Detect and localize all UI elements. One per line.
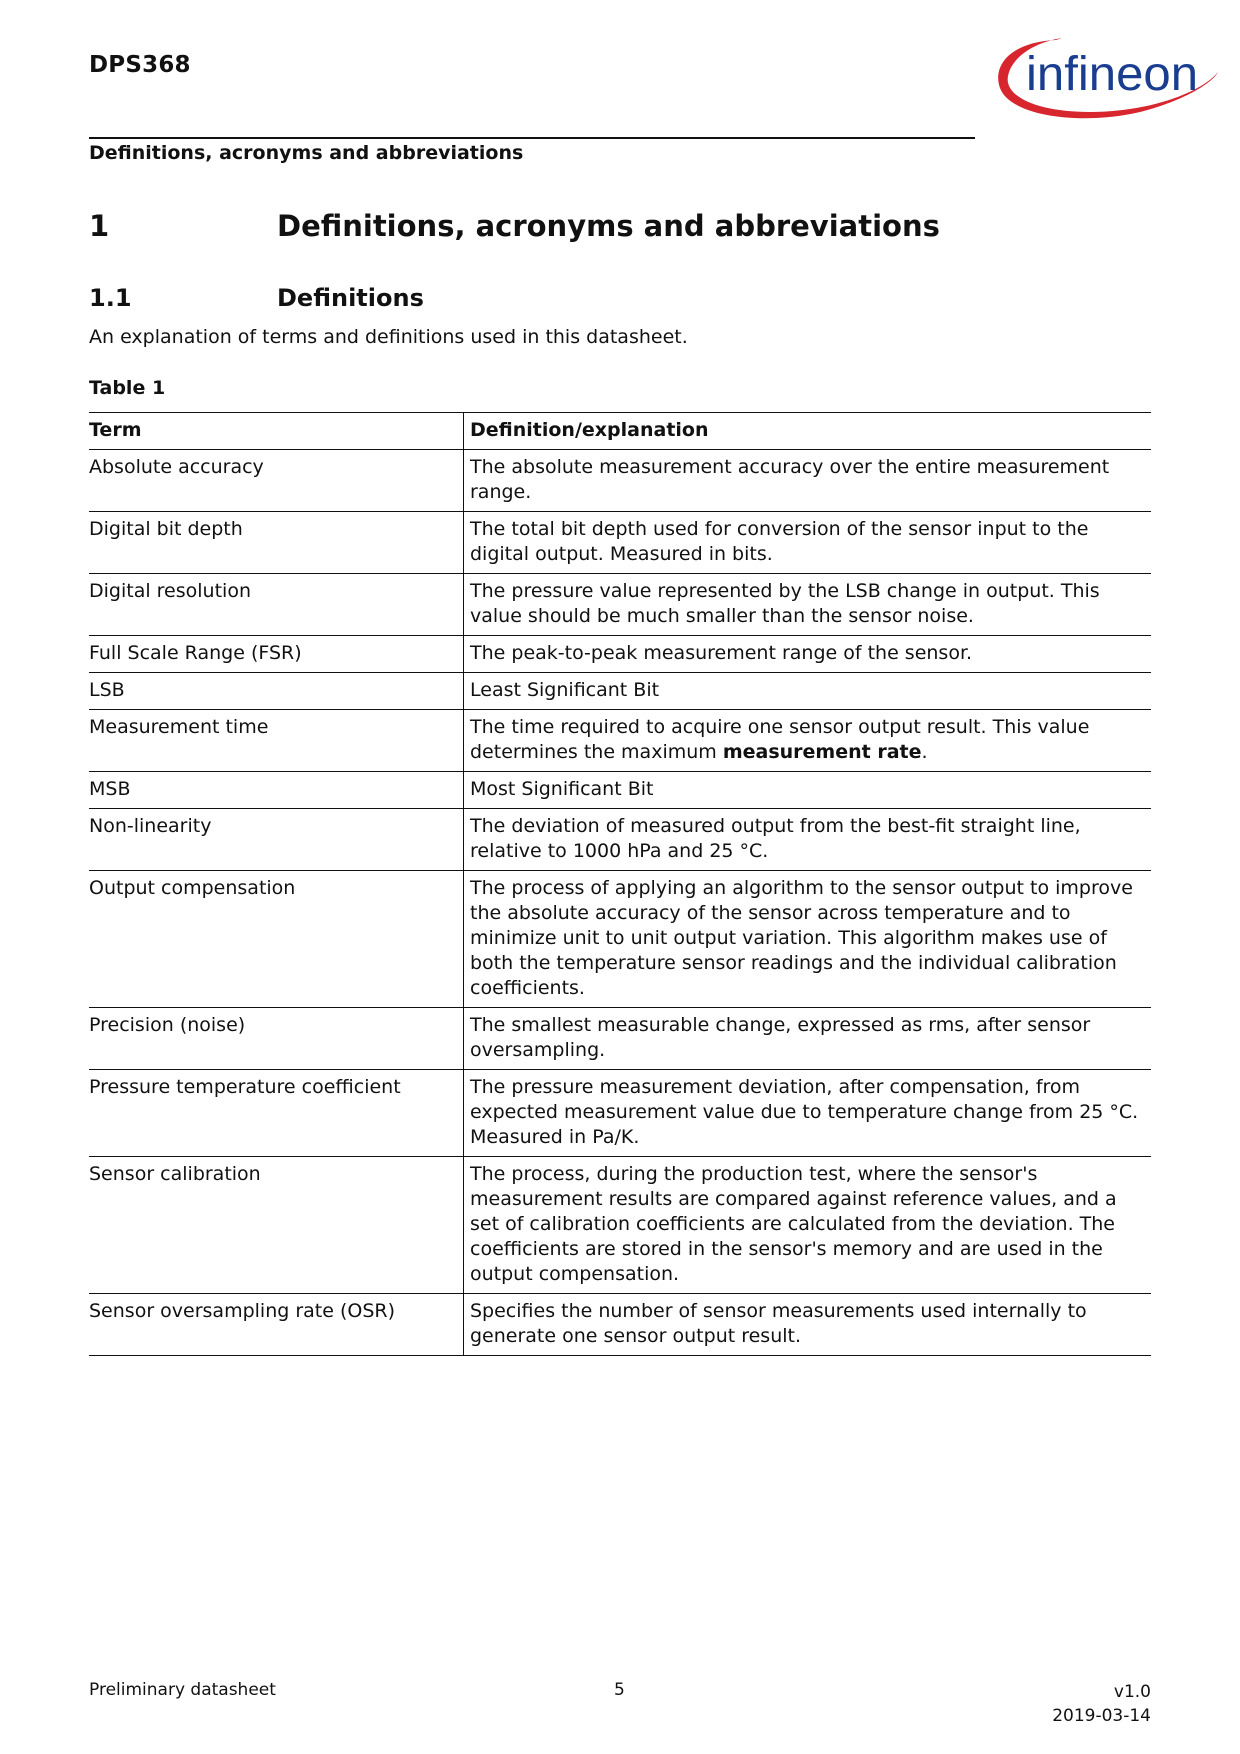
footer-version: v1.0: [1113, 1682, 1151, 1702]
section-number: 1: [89, 209, 110, 243]
definition-cell: The pressure measurement deviation, after compensation, from expected measurement value due to temperature change from 25 °C. Measured in Pa/K.: [464, 1070, 1152, 1157]
table-caption: Table 1: [89, 377, 166, 399]
term-cell: MSB: [89, 772, 464, 809]
definition-text: The time required to acquire one sensor output result. This value determines the maximum: [470, 716, 1090, 763]
term-cell: Absolute accuracy: [89, 450, 464, 512]
subsection-title: Definitions: [277, 284, 424, 312]
intro-paragraph: An explanation of terms and definitions used in this datasheet.: [89, 326, 688, 348]
running-head: Definitions, acronyms and abbreviations: [89, 142, 524, 164]
table-row: [89, 809, 1151, 871]
term-cell: Non-linearity: [89, 809, 464, 871]
definition-tail: .: [921, 741, 928, 763]
table-row: [89, 450, 1151, 512]
term-cell: Sensor calibration: [89, 1157, 464, 1294]
table-row: [89, 1157, 1151, 1294]
definition-cell: The pressure value represented by the LSB change in output. This value should be much smaller than the sensor noise.: [464, 574, 1152, 636]
logo-wordmark: infineon: [1026, 48, 1198, 101]
column-header-definition: Definition/explanation: [464, 413, 1152, 450]
definition-bold-term: measurement rate: [722, 741, 922, 763]
term-cell: Measurement time: [89, 710, 464, 772]
table-header-row: [89, 413, 1151, 450]
term-cell: LSB: [89, 673, 464, 710]
term-cell: Pressure temperature coefficient: [89, 1070, 464, 1157]
infineon-logo: [990, 22, 1222, 126]
term-cell: Digital resolution: [89, 574, 464, 636]
table-row: [89, 1294, 1151, 1356]
definitions-table: [89, 412, 1151, 1356]
definition-cell: [464, 710, 1152, 772]
definition-cell: Specifies the number of sensor measurements used internally to generate one sensor output result.: [464, 1294, 1152, 1356]
header-rule: [89, 137, 975, 139]
table-row: [89, 710, 1151, 772]
footer-doc-type: Preliminary datasheet: [89, 1680, 276, 1700]
term-cell: Output compensation: [89, 871, 464, 1008]
term-cell: Sensor oversampling rate (OSR): [89, 1294, 464, 1356]
definition-cell: The process, during the production test, where the sensor's measurement results are compared against reference values, and a set of calibration coefficients are calculated from the deviation. The coefficients are stored in the sensor's memory and are used in the output compensation.: [464, 1157, 1152, 1294]
footer-version-block: [1052, 1680, 1151, 1728]
footer-page-number: 5: [614, 1680, 625, 1700]
definition-cell: Least Significant Bit: [464, 673, 1152, 710]
definition-cell: The peak-to-peak measurement range of the sensor.: [464, 636, 1152, 673]
table-row: [89, 772, 1151, 809]
definition-cell: The absolute measurement accuracy over the entire measurement range.: [464, 450, 1152, 512]
table-row: [89, 574, 1151, 636]
term-cell: Digital bit depth: [89, 512, 464, 574]
table-row: [89, 512, 1151, 574]
subsection-number: 1.1: [89, 284, 132, 312]
term-cell: Precision (noise): [89, 1008, 464, 1070]
column-header-term: Term: [89, 413, 464, 450]
table-row: [89, 1070, 1151, 1157]
table-row: [89, 636, 1151, 673]
definition-cell: The deviation of measured output from the best-fit straight line, relative to 1000 hPa and 25 °C.: [464, 809, 1152, 871]
term-cell: Full Scale Range (FSR): [89, 636, 464, 673]
definition-cell: The process of applying an algorithm to the sensor output to improve the absolute accuracy of the sensor across temperature and to minimize unit to unit output variation. This algorithm makes use of both the temperature sensor readings and the individual calibration coefficients.: [464, 871, 1152, 1008]
footer-date: 2019-03-14: [1052, 1706, 1151, 1726]
definition-cell: The smallest measurable change, expressed as rms, after sensor oversampling.: [464, 1008, 1152, 1070]
definition-cell: The total bit depth used for conversion of the sensor input to the digital output. Measured in bits.: [464, 512, 1152, 574]
definition-cell: Most Significant Bit: [464, 772, 1152, 809]
document-code: DPS368: [89, 52, 191, 78]
table-row: [89, 1008, 1151, 1070]
table-row: [89, 673, 1151, 710]
section-title: Definitions, acronyms and abbreviations: [277, 209, 940, 243]
table-row: [89, 871, 1151, 1008]
